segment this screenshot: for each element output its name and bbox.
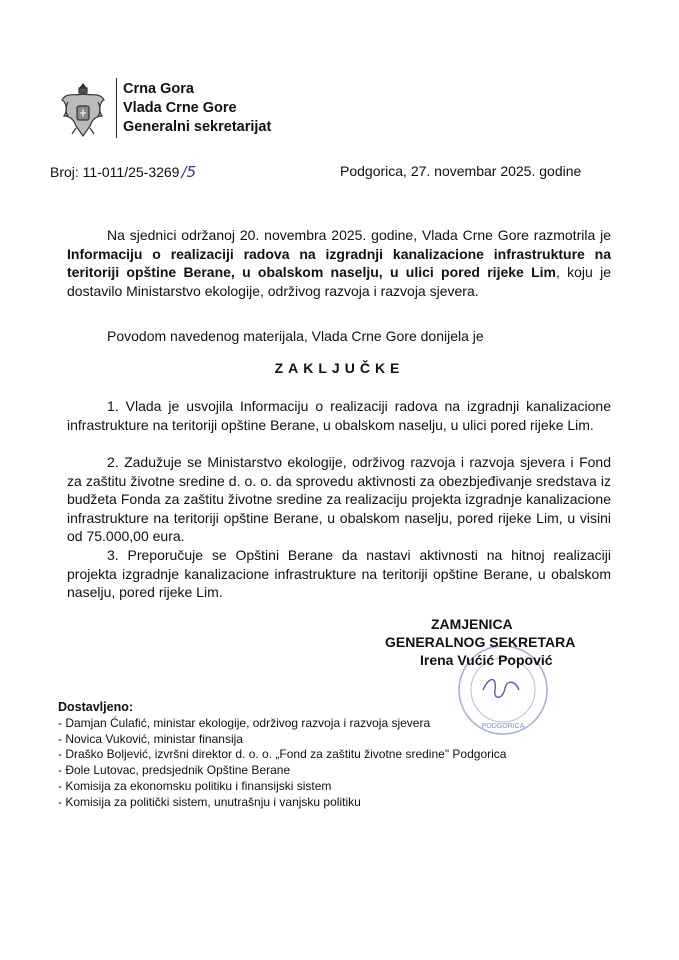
signature-title-2: GENERALNOG SEKRETARA — [385, 634, 576, 650]
letterhead — [123, 80, 271, 137]
intro-bold-subject: Informaciju o realizaciji radova na izgradnji kanalizacione infrastrukture na teritoriji opštine Berane, u obalskom naselju, u ulici pored rijeke Lim — [67, 245, 611, 281]
list-item: - Damjan Ćulafić, ministar ekologije, održivog razvoja i razvoja sjevera — [58, 715, 431, 730]
stamp-text: PODGORICA — [481, 723, 525, 730]
letterhead-government: Vlada Crne Gore — [123, 100, 237, 116]
letterhead-office: Generalni sekretarijat — [123, 119, 272, 135]
intro-text-1: Na sjednici održanoj 20. novembra 2025. godine, Vlada Crne Gore razmotrila je — [107, 227, 611, 243]
header-divider — [116, 78, 117, 138]
conclusion-1: 1. Vlada je usvojila Informaciju o realizaciji radova na izgradnji kanalizacione infrastrukture na teritoriji opštine Berane, u obalskom naselju, u ulici pored rijeke Lim. — [67, 398, 611, 433]
conclusion-2: 2. Zadužuje se Ministarstvo ekologije, održivog razvoja i razvoja sjevera i Fond za zaštitu životne sredine d. o. o. da sprovedu aktivnosti za obezbjeđivanje sredstava iz budžeta Fonda za zaštitu životne sredine za realizaciju projekta izgradnje kanalizacione infrastrukture na teritoriji opštine Berane, u obalskom naselju, pored rijeke Lim, u visini od 75.000,00 eura. — [67, 454, 611, 545]
list-item: - Đole Lutovac, predsjednik Opštine Berane — [58, 763, 291, 778]
list-item: - Komisija za politički sistem, unutrašnju i vanjsku politiku — [58, 794, 361, 809]
intro-paragraph — [67, 226, 611, 300]
handwritten-annotation: /5 — [181, 163, 197, 181]
signature-block — [385, 615, 575, 669]
document-date: Podgorica, 27. novembar 2025. godine — [340, 163, 582, 179]
list-item: - Novica Vuković, ministar finansija — [58, 731, 243, 746]
distribution-heading: Dostavljeno: — [58, 700, 134, 714]
reference-number-text: Broj: 11-011/25-3269 — [50, 164, 180, 180]
conclusions-title: ZAKLJUČKE — [274, 360, 405, 376]
signature-title-1: ZAMJENICA — [431, 616, 513, 632]
letterhead-country: Crna Gora — [123, 81, 194, 97]
distribution-list — [58, 700, 506, 811]
coat-of-arms-icon — [58, 80, 108, 140]
list-item: - Draško Boljević, izvršni direktor d. o. o. „Fond za zaštitu životne sredine" Podgorica — [58, 747, 507, 762]
list-item: - Komisija za ekonomsku politiku i finansijski sistem — [58, 778, 332, 793]
signature-name: Irena Vućić Popović — [420, 652, 553, 668]
intro-text-2: , koju je dostavilo Ministarstvo ekologije, održivog razvoja i razvoja sjevera. — [67, 264, 612, 299]
adopted-paragraph: Povodom navedenog materijala, Vlada Crne Gore donijela je — [107, 328, 484, 344]
conclusion-3: 3. Preporučuje se Opštini Berane da nastavi aktivnosti na hitnoj realizaciji projekta izgradnje kanalizacione infrastrukture na teritoriji opštine Berane, u obalskom naselju, pored rijeke Lim. — [67, 547, 611, 601]
reference-number — [50, 163, 196, 181]
